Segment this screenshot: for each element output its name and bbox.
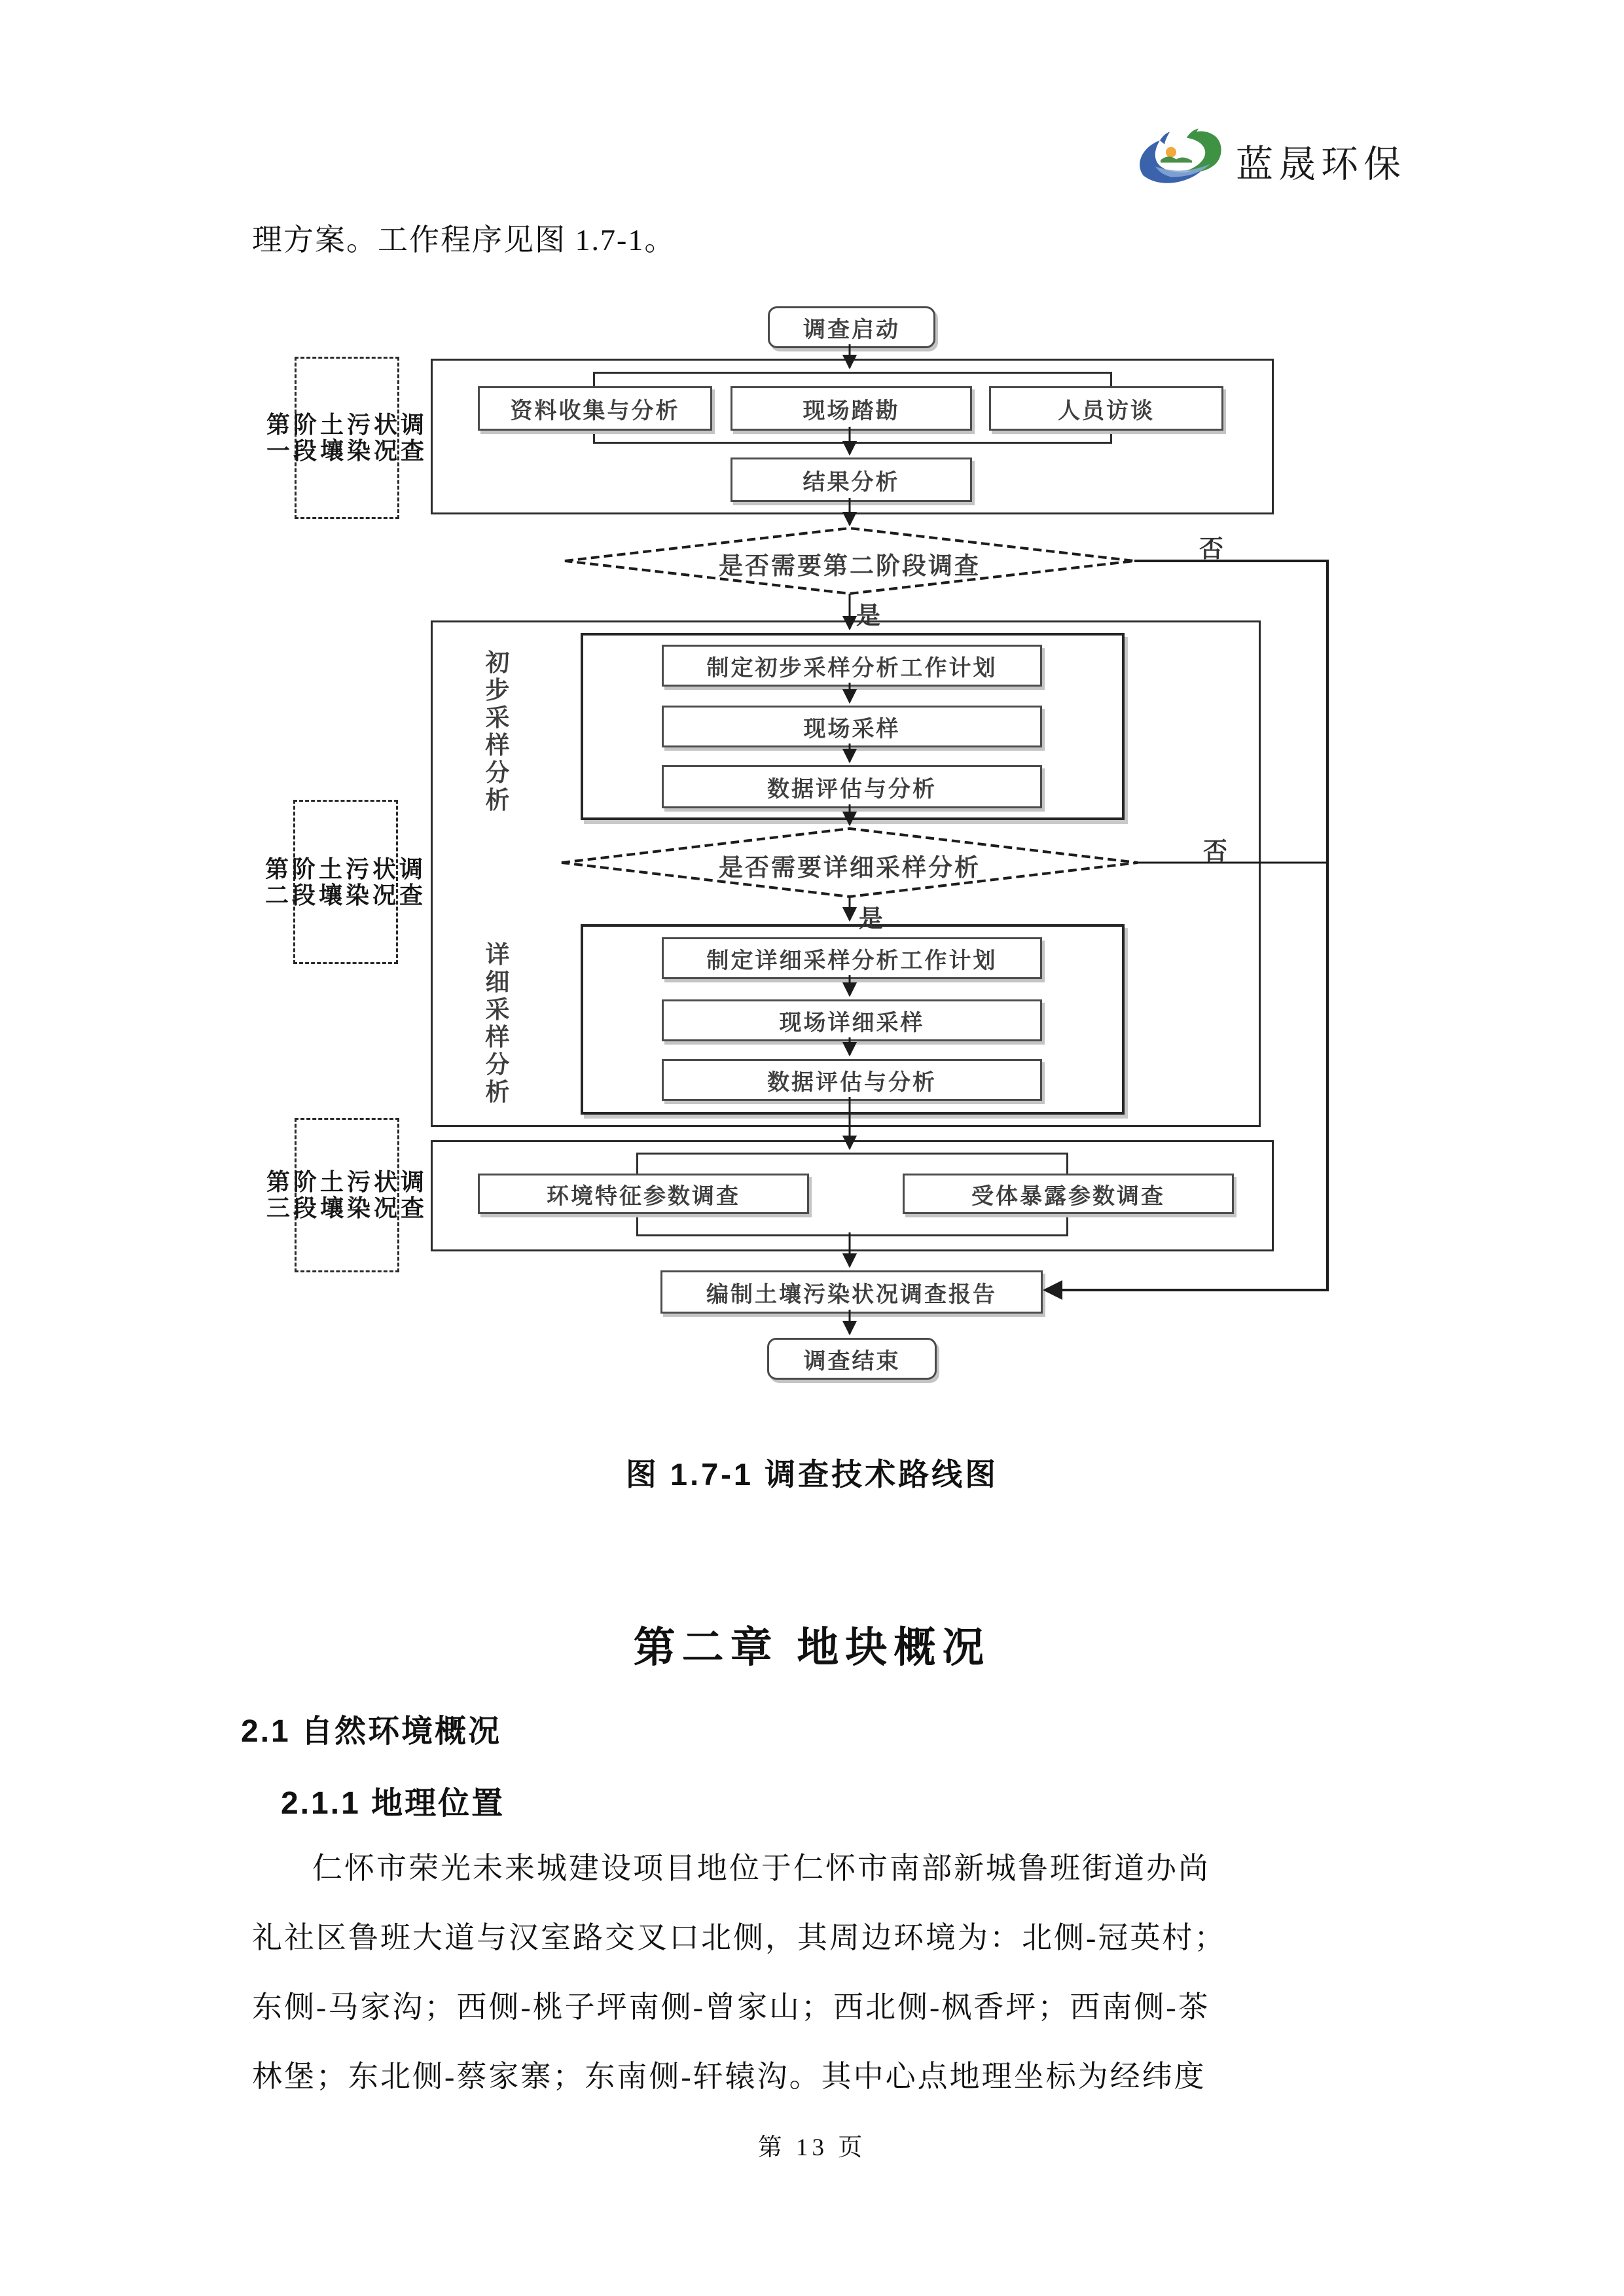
logo-swoosh-icon	[1129, 126, 1234, 194]
stage2-label: 第二 阶段 土壤 污染 状况 调查	[293, 800, 398, 964]
intro-text: 理方案。工作程序见图 1.7-1。	[252, 223, 676, 257]
detailed-step-evaluation: 数据评估与分析	[662, 1059, 1042, 1101]
decision1-question: 是否需要第二阶段调查	[719, 552, 981, 579]
body-paragraph-line: 东侧-马家沟；西侧-桃子坪南侧-曾家山；西北侧-枫香坪；西南侧-茶	[252, 1990, 1210, 2024]
start-node: 调查启动	[768, 306, 935, 348]
section-2-1-1-heading: 2.1.1 地理位置	[281, 1786, 505, 1821]
decision1-no-label: 否	[1199, 535, 1223, 562]
body-paragraph-line: 礼社区鲁班大道与汉室路交叉口北侧，其周边环境为：北侧-冠英村；	[252, 1921, 1227, 1954]
stage1-box-data-collection: 资料收集与分析	[478, 386, 712, 431]
end-node: 调查结束	[767, 1338, 937, 1380]
stage3-box-receptor-exposure-params: 受体暴露参数调查	[903, 1174, 1234, 1214]
chapter-title: 第二章 地块概况	[633, 1624, 991, 1671]
company-logo-text: 蓝晟环保	[1236, 144, 1406, 185]
preliminary-step-sampling: 现场采样	[662, 706, 1042, 747]
detailed-side-label: 详 细 采 样 分 析	[485, 941, 510, 1105]
stage1-box-site-recon: 现场踏勘	[731, 386, 972, 431]
stage3-box-environment-params: 环境特征参数调查	[478, 1174, 809, 1214]
detailed-step-sampling: 现场详细采样	[662, 999, 1042, 1041]
stage1-label: 第一 阶段 土壤 污染 状况 调查	[295, 357, 399, 519]
stage1-box-result-analysis: 结果分析	[731, 457, 972, 502]
decision1-yes-label: 是	[856, 602, 880, 629]
figure-caption: 图 1.7-1 调查技术路线图	[625, 1457, 999, 1492]
section-2-1-heading: 2.1 自然环境概况	[241, 1714, 502, 1749]
preliminary-step-plan: 制定初步采样分析工作计划	[662, 645, 1042, 687]
stage3-label: 第三 阶段 土壤 污染 状况 调查	[295, 1118, 399, 1272]
preliminary-side-label: 初 步 采 样 分 析	[485, 649, 510, 814]
report-node: 编制土壤污染状况调查报告	[660, 1270, 1043, 1314]
body-paragraph-line: 林堡；东北侧-蔡家寨；东南侧-轩辕沟。其中心点地理坐标为经纬度	[252, 2060, 1206, 2093]
decision2-question: 是否需要详细采样分析	[719, 854, 981, 881]
page-number: 第 13 页	[757, 2134, 867, 2161]
survey-flowchart	[255, 288, 1381, 1401]
decision2-yes-label: 是	[859, 905, 883, 932]
decision2-no-label: 否	[1203, 838, 1227, 865]
body-paragraph-line: 仁怀市荣光未来城建设项目地位于仁怀市南部新城鲁班街道办尚	[312, 1852, 1210, 1885]
company-logo-icon	[1129, 126, 1234, 194]
preliminary-step-evaluation: 数据评估与分析	[662, 765, 1042, 808]
stage1-box-interviews: 人员访谈	[989, 386, 1223, 431]
detailed-step-plan: 制定详细采样分析工作计划	[662, 937, 1042, 979]
